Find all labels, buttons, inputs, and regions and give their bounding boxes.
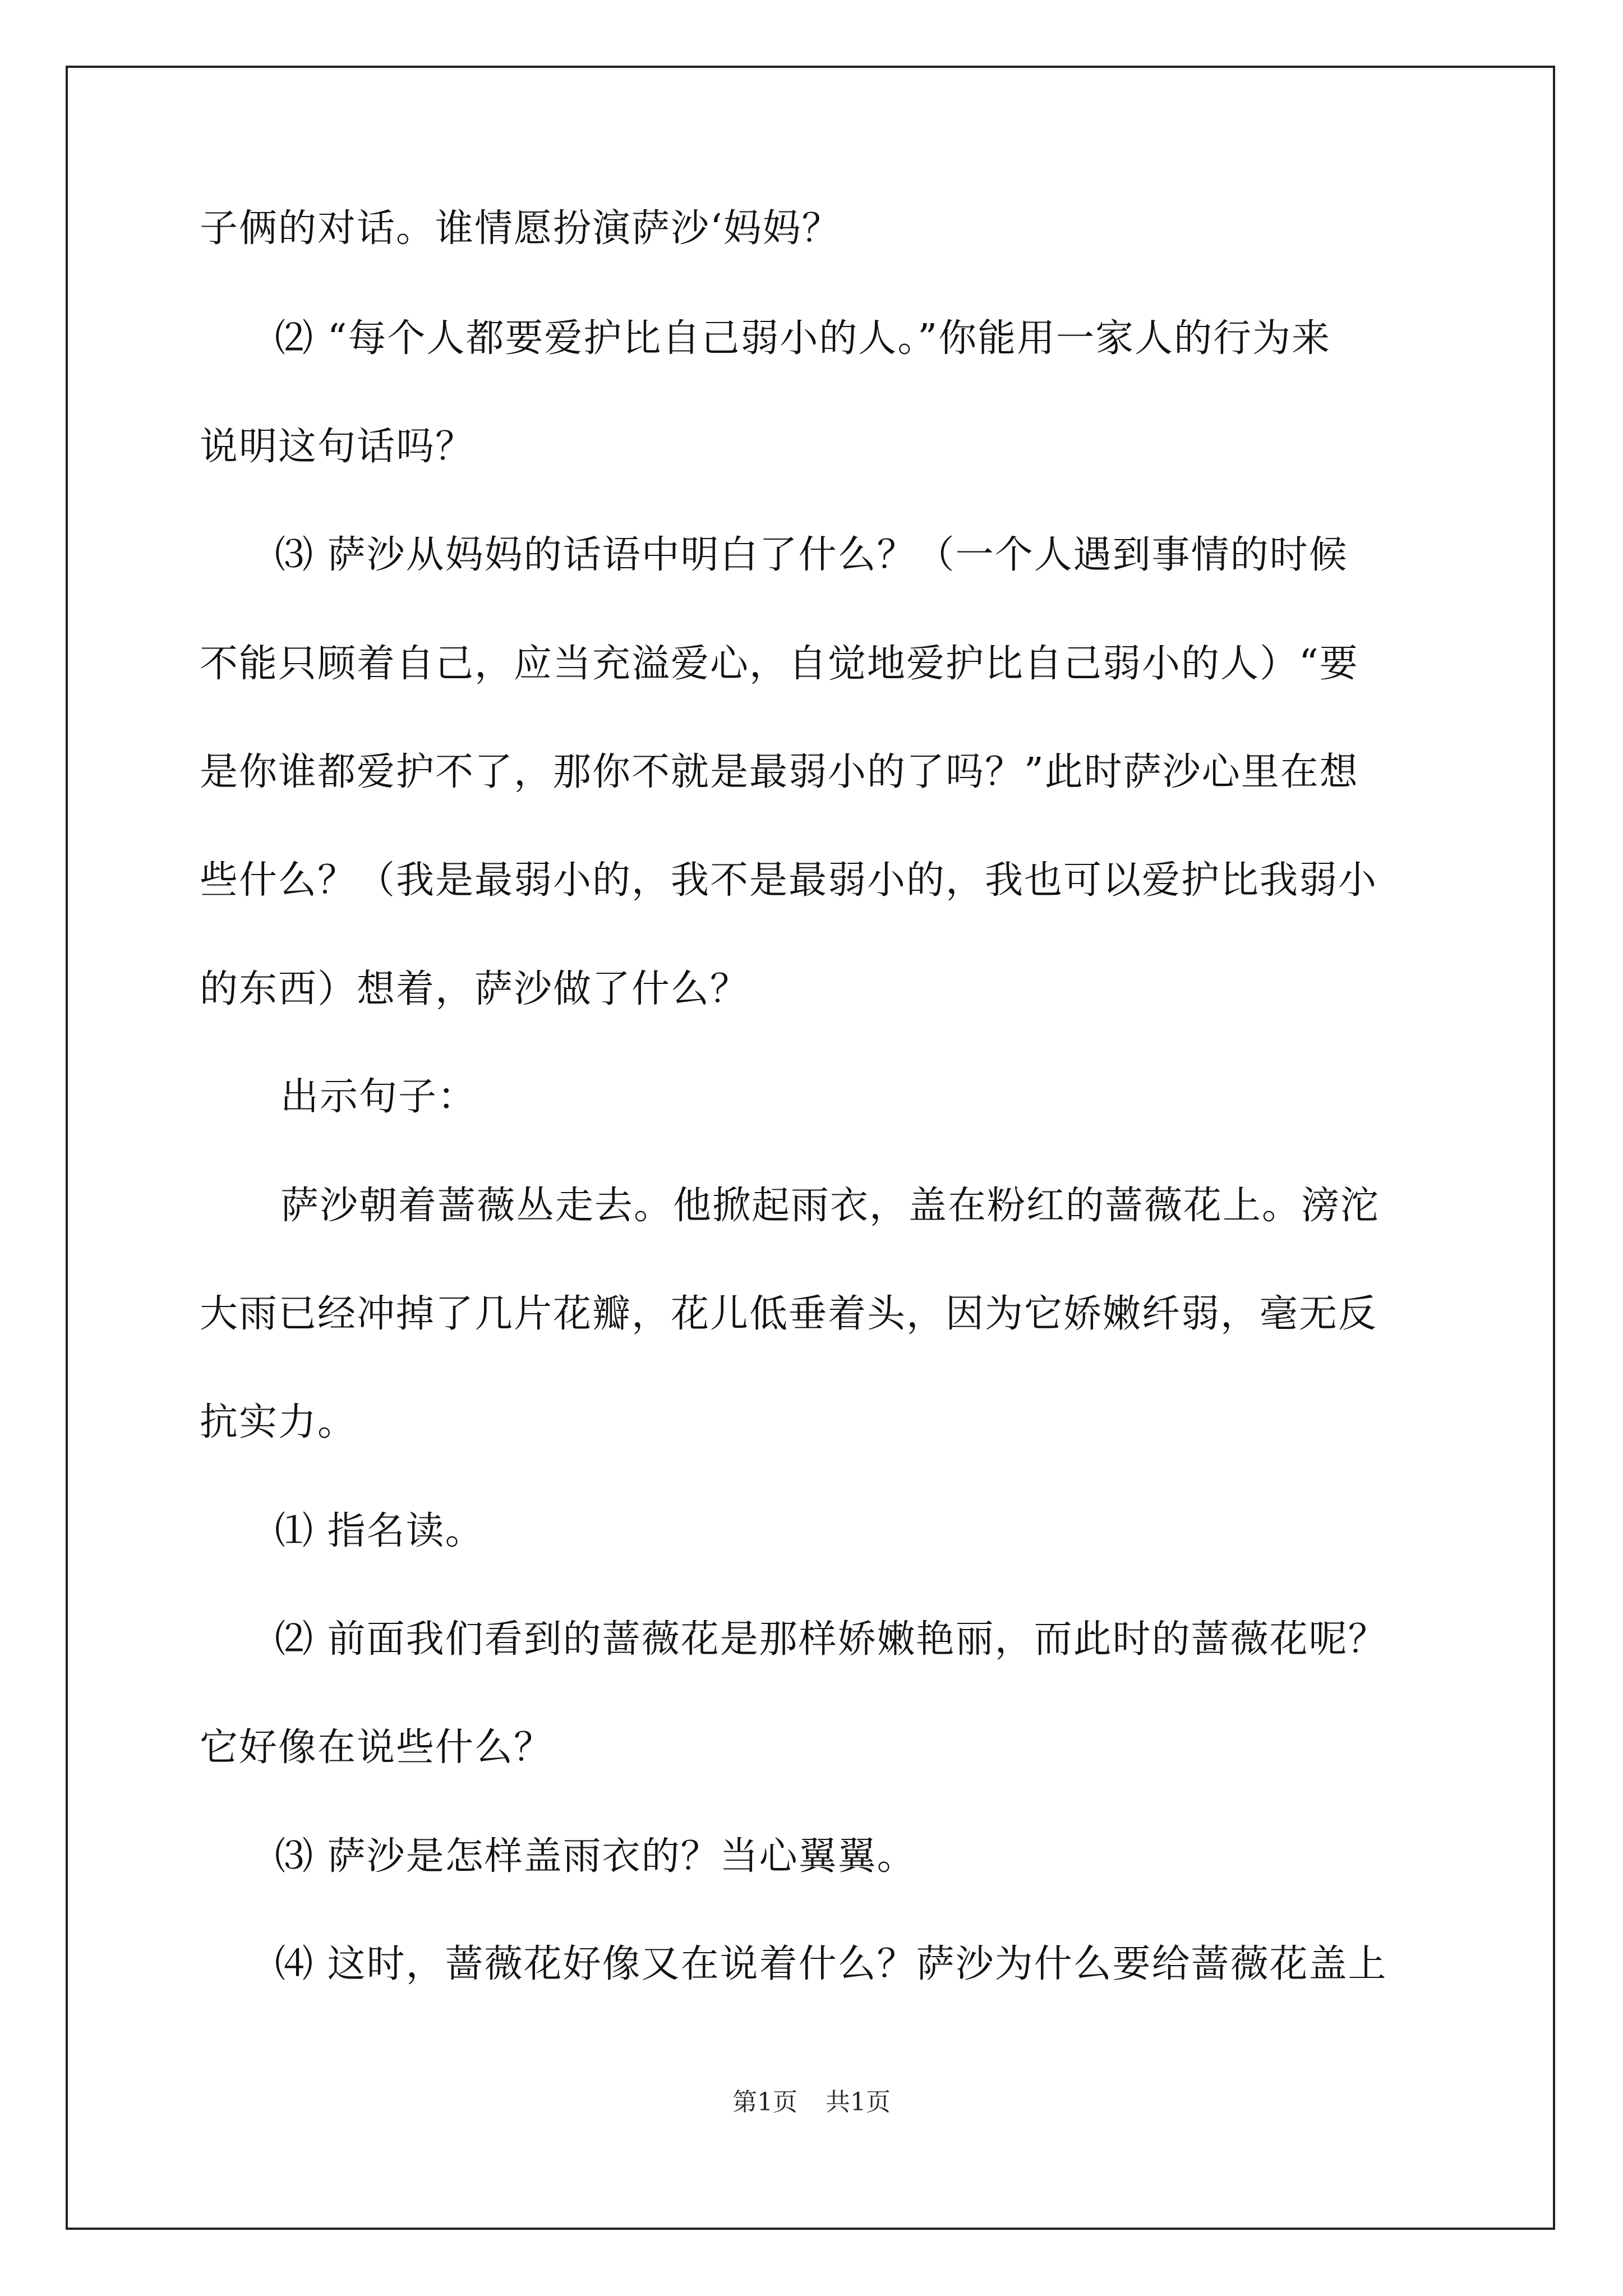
page-number-total: 共1页 [826,2088,891,2116]
text-line: 的东西）想着，萨沙做了什么？ [200,967,750,1011]
text-line: 不能只顾着自己，应当充溢爱心，自觉地爱护比自己弱小的人）“要 [200,642,1359,686]
page-border [66,66,1555,2230]
text-line: 些什么？（我是最弱小的，我不是最弱小的，我也可以爱护比我弱小 [200,858,1378,903]
text-line: ⑶ 萨沙是怎样盖雨衣的？当心翼翼。 [275,1834,916,1879]
text-line: 大雨已经冲掉了几片花瓣，花儿低垂着头，因为它娇嫩纤弱，毫无反 [200,1292,1378,1336]
text-line: ⑷ 这时，蔷薇花好像又在说着什么？萨沙为什么要给蔷薇花盖上 [275,1942,1387,1986]
text-line: 是你谁都爱护不了，那你不就是最弱小的了吗？”此时萨沙心里在想 [200,750,1359,794]
text-line: 说明这句话吗？ [200,425,475,469]
page-footer [0,2087,1623,2118]
text-line: ⑴ 指名读。 [275,1509,485,1553]
text-line: 出示句子： [280,1075,477,1119]
text-line: 它好像在说些什么？ [200,1726,554,1770]
text-line: ⑵ “每个人都要爱护比自己弱小的人。”你能用一家人的行为来 [275,316,1331,361]
page-number-current: 第1页 [732,2088,797,2116]
text-line: 抗实力。 [200,1400,357,1444]
text-line: 子俩的对话。谁情愿扮演萨沙‘妈妈？ [200,206,841,251]
text-line: ⑵ 前面我们看到的蔷薇花是那样娇嫩艳丽，而此时的蔷薇花呢？ [275,1617,1387,1662]
text-line: 萨沙朝着蔷薇丛走去。他掀起雨衣，盖在粉红的蔷薇花上。滂沱 [280,1184,1380,1228]
text-line: ⑶ 萨沙从妈妈的话语中明白了什么？（一个人遇到事情的时候 [275,533,1348,577]
